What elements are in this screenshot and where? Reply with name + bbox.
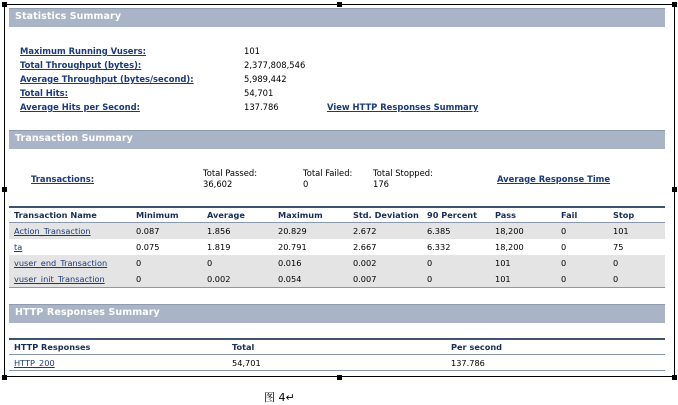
transaction-summary-header bbox=[9, 130, 665, 149]
table-row bbox=[9, 255, 665, 271]
resize-handle-top-center[interactable] bbox=[337, 2, 342, 7]
cell-minimum: 0 bbox=[136, 274, 142, 284]
table-row bbox=[9, 223, 665, 239]
total-stopped-label: Total Stopped: bbox=[373, 168, 433, 178]
col-transaction-name: Transaction Name bbox=[14, 210, 97, 220]
average-hits-per-second-label: Average Hits per Second: bbox=[20, 102, 140, 112]
col-std-deviation: Std. Deviation bbox=[353, 210, 419, 220]
total-throughput-value: 2,377,808,546 bbox=[244, 60, 306, 70]
average-hits-per-second-value: 137.786 bbox=[244, 102, 279, 112]
resize-handle-top-right[interactable] bbox=[672, 2, 677, 7]
http-responses-summary-title: HTTP Responses Summary bbox=[15, 307, 160, 318]
http-responses-summary-header bbox=[9, 304, 665, 323]
cell-maximum: 20.791 bbox=[278, 242, 307, 252]
statistics-summary-title: Statistics Summary bbox=[15, 11, 122, 22]
http-table-bottom-border bbox=[9, 370, 665, 371]
cell-average: 1.819 bbox=[207, 242, 231, 252]
figure-caption: 图 4↵ bbox=[264, 391, 295, 404]
average-response-time-link[interactable]: Average Response Time bbox=[497, 174, 611, 184]
col-http-responses: HTTP Responses bbox=[14, 342, 91, 352]
max-running-vusers-value: 101 bbox=[244, 46, 260, 56]
col-90-percent: 90 Percent bbox=[427, 210, 477, 220]
col-minimum: Minimum bbox=[136, 210, 179, 220]
cell-fail: 0 bbox=[561, 242, 567, 252]
max-running-vusers-label: Maximum Running Vusers: bbox=[20, 46, 146, 56]
cell-minimum: 0.075 bbox=[136, 242, 160, 252]
resize-handle-bottom-right[interactable] bbox=[672, 375, 677, 380]
cell-stop: 75 bbox=[613, 242, 624, 252]
transaction-summary-title: Transaction Summary bbox=[15, 133, 133, 144]
transaction-table-bottom-border bbox=[9, 287, 665, 288]
cell-std-deviation: 2.672 bbox=[353, 226, 377, 236]
cell-fail: 0 bbox=[561, 274, 567, 284]
col-per-second: Per second bbox=[451, 342, 503, 352]
cell-std-deviation: 2.667 bbox=[353, 242, 377, 252]
resize-handle-bottom-left[interactable] bbox=[2, 375, 7, 380]
cell-total: 54,701 bbox=[232, 358, 261, 368]
total-passed-label: Total Passed: bbox=[203, 168, 258, 178]
resize-handle-bottom-center[interactable] bbox=[337, 375, 342, 380]
cell-fail: 0 bbox=[561, 258, 567, 268]
col-fail: Fail bbox=[561, 210, 578, 220]
resize-handle-mid-left[interactable] bbox=[2, 187, 7, 192]
average-throughput-label: Average Throughput (bytes/second): bbox=[20, 74, 194, 84]
total-stopped-value: 176 bbox=[373, 179, 389, 189]
cell-90-percent: 0 bbox=[427, 274, 433, 284]
http-table-top-border bbox=[9, 338, 665, 340]
col-average: Average bbox=[207, 210, 245, 220]
cell-90-percent: 6.385 bbox=[427, 226, 451, 236]
cell-minimum: 0.087 bbox=[136, 226, 160, 236]
total-throughput-label: Total Throughput (bytes): bbox=[20, 60, 142, 70]
transactions-link[interactable]: Transactions: bbox=[31, 174, 95, 184]
statistics-summary-header bbox=[9, 8, 665, 27]
transaction-name-link[interactable]: ta bbox=[14, 242, 23, 252]
total-hits-label: Total Hits: bbox=[20, 88, 69, 98]
col-pass: Pass bbox=[495, 210, 517, 220]
table-row bbox=[9, 271, 665, 287]
cell-average: 0 bbox=[207, 258, 213, 268]
http-response-code-link[interactable]: HTTP_200 bbox=[14, 358, 55, 368]
total-hits-value: 54,701 bbox=[244, 88, 274, 98]
cell-stop: 0 bbox=[613, 258, 619, 268]
cell-pass: 18,200 bbox=[495, 242, 524, 252]
cell-90-percent: 0 bbox=[427, 258, 433, 268]
cell-pass: 101 bbox=[495, 274, 511, 284]
cell-average: 1.856 bbox=[207, 226, 231, 236]
transaction-name-link[interactable]: vuser_init_Transaction bbox=[14, 274, 105, 284]
cell-minimum: 0 bbox=[136, 258, 142, 268]
table-row bbox=[9, 355, 665, 371]
average-throughput-value: 5,989,442 bbox=[244, 74, 287, 84]
cell-per-second: 137.786 bbox=[451, 358, 485, 368]
transaction-name-link[interactable]: vuser_end_Transaction bbox=[14, 258, 108, 268]
cell-maximum: 20.829 bbox=[278, 226, 307, 236]
col-maximum: Maximum bbox=[278, 210, 323, 220]
cell-90-percent: 6.332 bbox=[427, 242, 451, 252]
cell-maximum: 0.054 bbox=[278, 274, 302, 284]
col-stop: Stop bbox=[613, 210, 635, 220]
table-row bbox=[9, 239, 665, 255]
total-passed-value: 36,602 bbox=[203, 179, 233, 189]
resize-handle-mid-right[interactable] bbox=[672, 187, 677, 192]
total-failed-label: Total Failed: bbox=[303, 168, 353, 178]
col-total: Total bbox=[232, 342, 255, 352]
cell-pass: 18,200 bbox=[495, 226, 524, 236]
view-http-responses-summary-link[interactable]: View HTTP Responses Summary bbox=[327, 102, 479, 112]
resize-handle-top-left[interactable] bbox=[2, 2, 7, 7]
cell-average: 0.002 bbox=[207, 274, 231, 284]
transaction-name-link[interactable]: Action_Transaction bbox=[14, 226, 91, 236]
cell-std-deviation: 0.007 bbox=[353, 274, 377, 284]
cell-stop: 0 bbox=[613, 274, 619, 284]
total-failed-value: 0 bbox=[303, 179, 309, 189]
cell-maximum: 0.016 bbox=[278, 258, 302, 268]
cell-fail: 0 bbox=[561, 226, 567, 236]
cell-stop: 101 bbox=[613, 226, 629, 236]
transaction-table-top-border bbox=[9, 206, 665, 208]
cell-std-deviation: 0.002 bbox=[353, 258, 377, 268]
cell-pass: 101 bbox=[495, 258, 511, 268]
